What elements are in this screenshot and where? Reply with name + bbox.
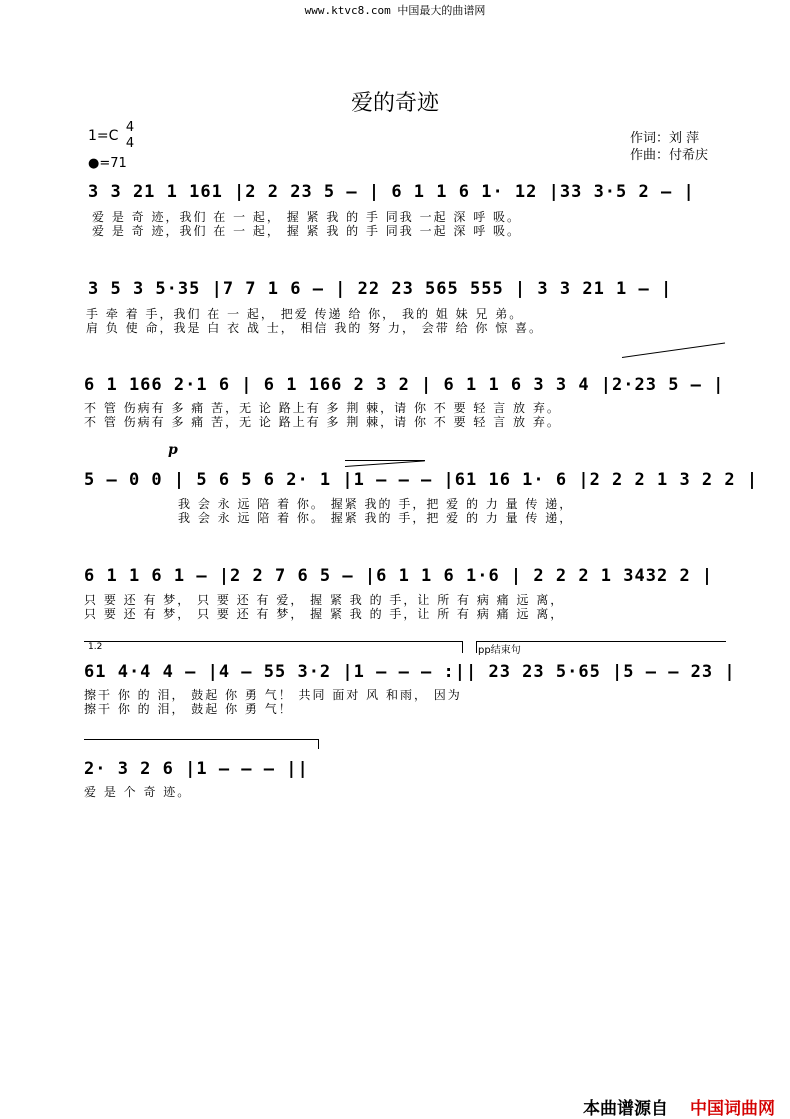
volta-bracket-1 — [84, 641, 462, 642]
lyric-row-1-verse-1: 爱 是 奇 迹，我们 在 一 起， 握 紧 我 的 手 同我 一起 深 呼 吸。 — [92, 210, 522, 224]
time-signature-bottom: 4 — [125, 136, 135, 151]
lyric-row-4-verse-1: 我 会 永 远 陪 着 你。 握紧 我的 手，把 爱 的 力 量 传 递， — [178, 497, 574, 511]
key-signature: 1=C — [88, 128, 119, 144]
lyric-row-1-verse-2: 爱 是 奇 迹，我们 在 一 起， 握 紧 我 的 手 同我 一起 深 呼 吸。 — [92, 224, 522, 238]
lyric-row-5-verse-2: 只 要 还 有 梦， 只 要 还 有 梦， 握 紧 我 的 手，让 所 有 病 痛 远 离， — [84, 607, 565, 621]
lyric-row-2-verse-2: 肩 负 使 命，我是 白 衣 战 士， 相信 我的 努 力， 会带 给 你 惊 喜。 — [86, 321, 544, 335]
lyric-row-2-verse-1: 手 牵 着 手，我们 在 一 起， 把爱 传递 给 你， 我的 姐 妹 兄 弟。 — [86, 307, 524, 321]
notation-row-1: 3 3 21 1 161 |2 2 23 5 – | 6 1 1 6 1· 12 |33 3·5 2 – | — [88, 182, 695, 202]
volta-label-1: 1.2 — [88, 642, 103, 652]
lyric-row-6-verse-2: 擦干 你 的 泪， 鼓起 你 勇 气！ — [84, 702, 293, 716]
composer-credit: 作曲：付希庆 — [630, 148, 709, 163]
quarter-note-icon: ● — [88, 156, 100, 171]
tempo-value: =71 — [99, 156, 127, 171]
tempo-marking — [88, 156, 127, 171]
lyric-row-3-verse-1: 不 管 伤病有 多 痛 苦，无 论 路上有 多 荆 棘，请 你 不 要 轻 言 放 弃。 — [84, 401, 561, 415]
lyric-row-7-verse-1: 爱 是 个 奇 迹。 — [84, 785, 192, 799]
footer-site-name[interactable]: 中国词曲网 — [690, 1099, 775, 1119]
hairpin-lower — [345, 460, 425, 467]
lyricist-credit: 作词：刘 萍 — [630, 131, 700, 146]
footer-source-label: 本曲谱源自 — [583, 1099, 668, 1119]
notation-row-3: 6 1 166 2·1 6 | 6 1 166 2 3 2 | 6 1 1 6 3 3 4 |2·23 5 – | — [84, 375, 725, 395]
system-bracket — [84, 739, 318, 740]
notation-row-2: 3 5 3 5·35 |7 7 1 6 – | 22 23 565 555 | 3 3 21 1 – | — [88, 279, 673, 299]
volta-bracket-1-end — [462, 641, 463, 653]
song-title: 爱的奇迹 — [350, 91, 439, 116]
time-signature-top: 4 — [125, 120, 135, 135]
lyric-row-5-verse-1: 只 要 还 有 梦， 只 要 还 有 爱， 握 紧 我 的 手，让 所 有 病 痛 远 离， — [84, 593, 565, 607]
system-bracket-end — [318, 739, 319, 749]
site-header: www.ktvc8.com 中国最大的曲谱网 — [304, 4, 486, 17]
lyric-row-6-verse-1: 擦干 你 的 泪， 鼓起 你 勇 气！ 共同 面对 风 和雨， 因为 — [84, 688, 462, 702]
lyric-row-4-verse-2: 我 会 永 远 陪 着 你。 握紧 我的 手，把 爱 的 力 量 传 递， — [178, 511, 574, 525]
notation-row-4: 5 – 0 0 | 5 6 5 6 2· 1 |1 – – – |61 16 1· 6 |2 2 2 1 3 2 2 | — [84, 470, 759, 490]
slur-mark — [622, 343, 725, 358]
coda-label: pp结束句 — [478, 645, 521, 656]
lyric-row-3-verse-2: 不 管 伤病有 多 痛 苦，无 论 路上有 多 荆 棘，请 你 不 要 轻 言 放 弃。 — [84, 415, 561, 429]
dynamic-marking-p: p — [168, 442, 178, 458]
notation-row-6: 61 4·4 4 – |4 – 55 3·2 |1 – – – :|| 23 23 5·65 |5 – – 23 | — [84, 662, 736, 682]
notation-row-7: 2· 3 2 6 |1 – – – || — [84, 759, 309, 779]
time-signature — [124, 120, 136, 152]
notation-row-5: 6 1 1 6 1 – |2 2 7 6 5 – |6 1 1 6 1·6 | 2 2 2 1 3432 2 | — [84, 566, 714, 586]
volta-bracket-2-start — [476, 641, 477, 653]
